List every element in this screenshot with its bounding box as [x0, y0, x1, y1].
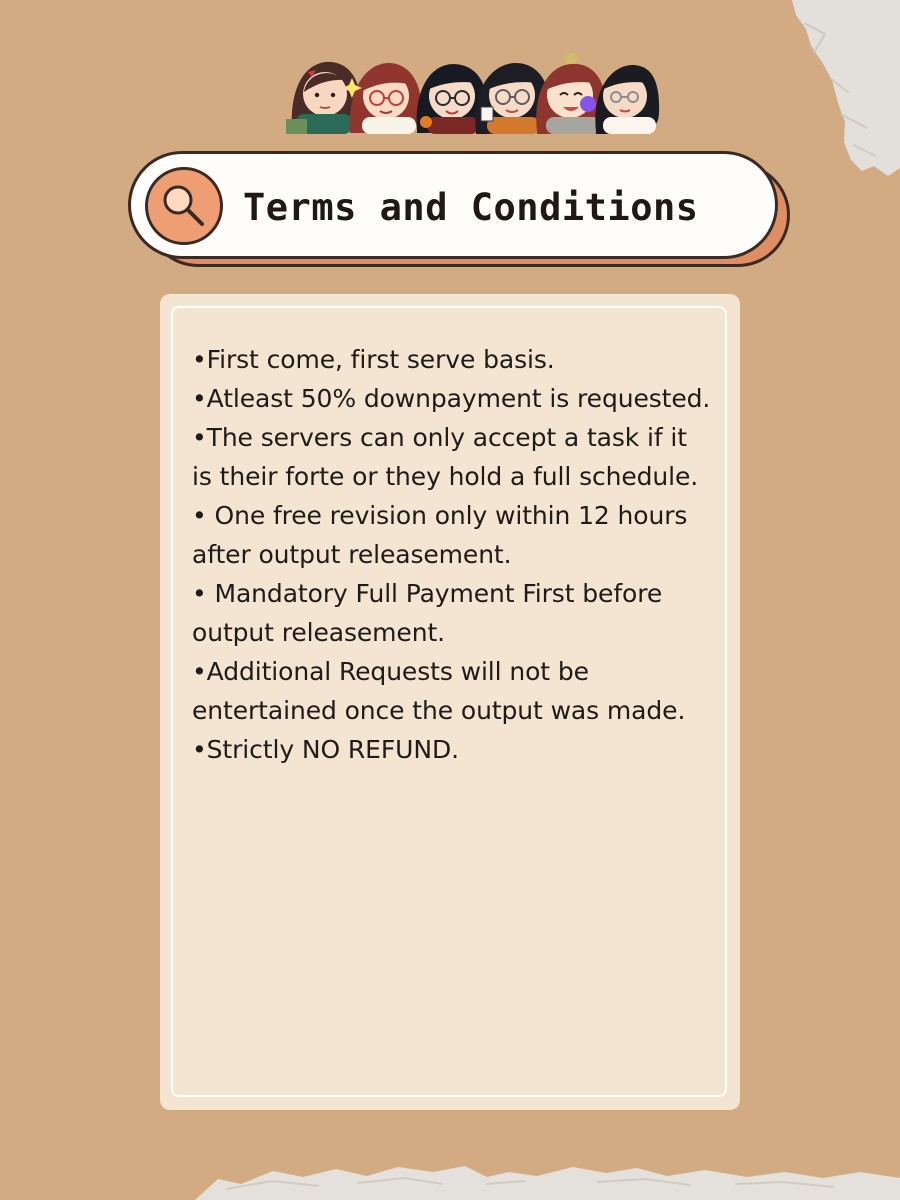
- search-icon: [156, 178, 212, 234]
- torn-paper-bottom: [195, 1160, 900, 1200]
- terms-list: [192, 340, 712, 769]
- torn-paper-top-right: [782, 0, 900, 182]
- terms-item: •Additional Requests will not be entertained once the output was made.: [192, 657, 686, 725]
- avatar-group-illustration: [282, 52, 660, 134]
- terms-item: •Strictly NO REFUND.: [192, 735, 459, 764]
- terms-item: • Mandatory Full Payment First before output releasement.: [192, 579, 663, 647]
- avatar-2: [342, 63, 421, 134]
- terms-item: •Atleast 50% downpayment is requested.: [192, 384, 711, 413]
- terms-item: • One free revision only within 12 hours after output releasement.: [192, 501, 688, 569]
- terms-item: •First come, first serve basis.: [192, 345, 555, 374]
- search-icon-badge: [145, 167, 223, 245]
- title-pill: [128, 151, 778, 259]
- page-title: Terms and Conditions: [243, 186, 699, 229]
- terms-item: •The servers can only accept a task if it is their forte or they hold a full schedule.: [192, 423, 699, 491]
- avatar-1: [286, 62, 360, 134]
